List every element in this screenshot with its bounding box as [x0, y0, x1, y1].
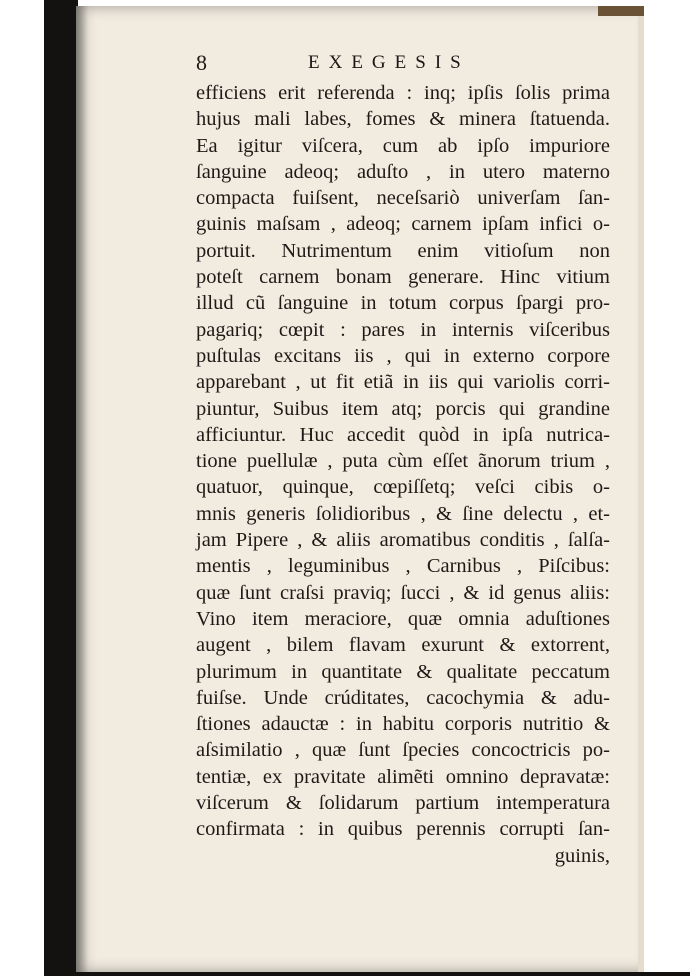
- text-line: mnis generis ſolidioribus , & ſine delectu , et-: [196, 502, 610, 525]
- text-line: viſcerum & ſolidarum partium intemperatura: [196, 792, 610, 815]
- text-line: augent , bilem flavam exurunt & extorrent,: [196, 634, 610, 657]
- text-line: quæ ſunt craſsi praviq; ſucci , & id genus aliis:: [196, 581, 610, 604]
- text-line: ſtiones adauctæ : in habitu corporis nutritio &: [196, 713, 610, 736]
- text-line: illud cũ ſanguine in totum corpus ſpargi pro-: [196, 292, 610, 315]
- text-line: aſsimilatio , quæ ſunt ſpecies concoctricis po-: [196, 739, 610, 762]
- book-binding: [44, 0, 78, 976]
- page-gutter-shadow: [76, 6, 88, 972]
- text-line: jam Pipere , & aliis aromatibus conditis , ſalſa-: [196, 529, 610, 552]
- text-line: tentiæ, ex pravitate alimẽti omnino depravatæ:: [196, 765, 610, 788]
- text-line: quatuor, quinque, cœpiſſetq; veſci cibis o-: [196, 476, 610, 499]
- text-line: tione puellulæ , puta cùm eſſet ãnorum trium ,: [196, 450, 610, 473]
- page-number: 8: [196, 50, 207, 75]
- text-line: apparebant , ut fit etiã in iis qui variolis corri-: [196, 371, 610, 394]
- text-line: afficiuntur. Huc accedit quòd in ipſa nutrica-: [196, 423, 610, 446]
- text-line: portuit. Nutrimentum enim vitioſum non: [196, 239, 610, 262]
- text-line: efficiens erit referenda : inq; ipſis ſolis prima: [196, 82, 610, 104]
- text-line: hujus mali labes, fomes & minera ſtatuenda.: [196, 108, 610, 131]
- text-line: Ea igitur viſcera, cum ab ipſo impuriore: [196, 134, 610, 157]
- page-edge: [638, 6, 644, 972]
- running-title: EXEGESIS: [308, 52, 470, 73]
- text-line: fuiſse. Unde crúditates, cacochymia & adu-: [196, 686, 610, 709]
- body-text: [196, 80, 610, 869]
- text-line: Vino item meraciore, quæ omnia aduſtiones: [196, 607, 610, 630]
- scan-border: [44, 972, 690, 976]
- text-line: ſanguine adeoq; aduſto , in utero materno: [196, 160, 610, 183]
- text-line: piuntur, Suibus item atq; porcis qui grandine: [196, 397, 610, 420]
- page-corner: [598, 6, 644, 16]
- text-line: compacta fuiſsent, neceſsariò univerſam ſan-: [196, 187, 610, 210]
- text-line: puſtulas excitans iis , qui in externo corpore: [196, 344, 610, 367]
- text-line: plurimum in quantitate & qualitate peccatum: [196, 660, 610, 683]
- text-line: mentis , leguminibus , Carnibus , Piſcibus:: [196, 555, 610, 578]
- page-header: [196, 50, 616, 74]
- text-line: pagariq; cœpit : pares in internis viſceribus: [196, 318, 610, 341]
- text-line: guinis maſsam , adeoq; carnem ipſam infici o-: [196, 213, 610, 236]
- text-line: poteſt carnem bonam generare. Hinc vitium: [196, 266, 610, 289]
- text-line: confirmata : in quibus perennis corrupti ſan-: [196, 818, 610, 841]
- text-line: guinis,: [554, 844, 610, 867]
